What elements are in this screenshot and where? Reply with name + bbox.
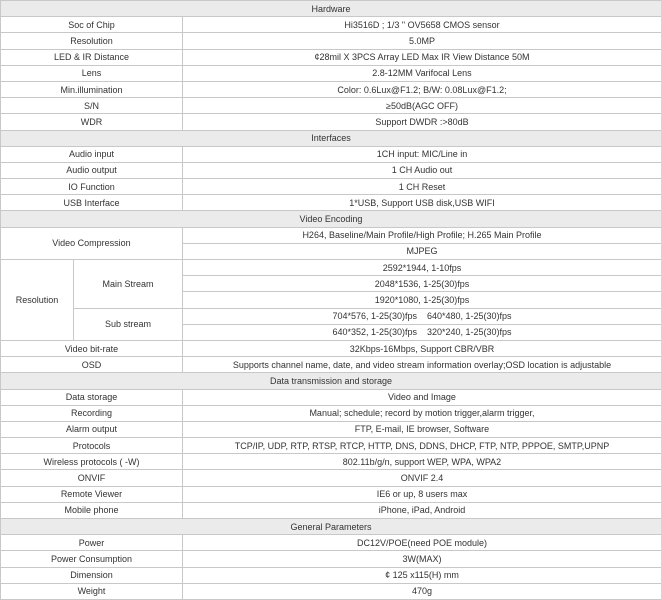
spec-value-part: 320*240, 1-25(30)fps [427,327,512,338]
spec-value: Color: 0.6Lux@F1.2; B/W: 0.08Lux@F1.2; [183,81,661,97]
spec-value [183,324,661,340]
spec-row [1,438,661,454]
section-title: General Parameters [1,519,661,535]
spec-label: OSD [1,357,183,373]
spec-row [1,502,661,518]
spec-row [1,81,661,97]
spec-value-part: 704*576, 1-25(30)fps [332,311,417,322]
spec-value: IE6 or up, 8 users max [183,486,661,502]
spec-label: Resolution [1,260,74,341]
spec-label: Wireless protocols ( -W) [1,454,183,470]
spec-row [1,583,661,599]
spec-row [1,114,661,130]
section-row-video-encoding [1,211,661,227]
spec-row [1,389,661,405]
spec-row [1,17,661,33]
spec-value: TCP/IP, UDP, RTP, RTSP, RTCP, HTTP, DNS, DDNS, DHCP, FTP, NTP, PPPOE, SMTP,UPNP [183,438,661,454]
spec-label: Soc of Chip [1,17,183,33]
spec-row [1,227,661,243]
section-title: Hardware [1,1,661,17]
spec-label: USB Interface [1,195,183,211]
spec-value: ¢ 125 x115(H) mm [183,567,661,583]
spec-label: Resolution [1,33,183,49]
spec-row [1,357,661,373]
spec-row [1,535,661,551]
spec-value: H264, Baseline/Main Profile/High Profile; H.265 Main Profile [183,227,661,243]
spec-value: 32Kbps-16Mbps, Support CBR/VBR [183,340,661,356]
spec-value: 1CH input: MIC/Line in [183,146,661,162]
spec-value: Manual; schedule; record by motion trigger,alarm trigger, [183,405,661,421]
spec-row [1,65,661,81]
spec-value: 1 CH Reset [183,179,661,195]
spec-label: WDR [1,114,183,130]
spec-label: Remote Viewer [1,486,183,502]
section-row-interfaces [1,130,661,146]
spec-label: IO Function [1,179,183,195]
spec-row [1,486,661,502]
spec-row [1,405,661,421]
spec-label: Data storage [1,389,183,405]
spec-label: Dimension [1,567,183,583]
spec-value: Supports channel name, date, and video stream information overlay;OSD location is adjustable [183,357,661,373]
section-row-data-transmission [1,373,661,389]
spec-value: ¢28mil X 3PCS Array LED Max IR View Distance 50M [183,49,661,65]
spec-value: Hi3516D ; 1/3 " OV5658 CMOS sensor [183,17,661,33]
spec-value: Support DWDR :>80dB [183,114,661,130]
spec-label: S/N [1,98,183,114]
spec-row [1,308,661,324]
section-row-general [1,519,661,535]
spec-value: FTP, E-mail, IE browser, Software [183,421,661,437]
spec-label: Protocols [1,438,183,454]
spec-value: 802.11b/g/n, support WEP, WPA, WPA2 [183,454,661,470]
spec-value: 2048*1536, 1-25(30)fps [183,276,661,292]
spec-label: Alarm output [1,421,183,437]
spec-row [1,421,661,437]
spec-value: 2.8-12MM Varifocal Lens [183,65,661,81]
spec-value: iPhone, iPad, Android [183,502,661,518]
spec-value: 2592*1944, 1-10fps [183,260,661,276]
spec-label: Audio input [1,146,183,162]
spec-value: DC12V/POE(need POE module) [183,535,661,551]
spec-label: Video Compression [1,227,183,259]
spec-sublabel: Main Stream [74,260,183,309]
spec-row [1,146,661,162]
spec-row [1,340,661,356]
spec-label: Lens [1,65,183,81]
spec-row [1,454,661,470]
spec-value: ONVIF 2.4 [183,470,661,486]
spec-value: 1 CH Audio out [183,162,661,178]
spec-label: ONVIF [1,470,183,486]
spec-value [183,308,661,324]
spec-value: 5.0MP [183,33,661,49]
spec-label: Weight [1,583,183,599]
spec-label: Recording [1,405,183,421]
spec-row [1,260,661,276]
spec-row [1,33,661,49]
spec-value: 3W(MAX) [183,551,661,567]
spec-value: Video and Image [183,389,661,405]
spec-label: Power Consumption [1,551,183,567]
spec-value: 1*USB, Support USB disk,USB WIFI [183,195,661,211]
spec-row [1,567,661,583]
spec-row [1,551,661,567]
spec-value-part: 640*352, 1-25(30)fps [332,327,417,338]
spec-row [1,470,661,486]
section-row-hardware [1,1,661,17]
spec-label: Power [1,535,183,551]
spec-value-part: 640*480, 1-25(30)fps [427,311,512,322]
spec-label: LED & IR Distance [1,49,183,65]
spec-sublabel: Sub stream [74,308,183,340]
spec-label: Video bit-rate [1,340,183,356]
spec-row [1,49,661,65]
spec-row [1,98,661,114]
spec-value: 470g [183,583,661,599]
spec-row [1,179,661,195]
spec-value: 1920*1080, 1-25(30)fps [183,292,661,308]
section-title: Data transmission and storage [1,373,661,389]
section-title: Video Encoding [1,211,661,227]
spec-label: Min.illumination [1,81,183,97]
spec-row [1,195,661,211]
spec-row [1,162,661,178]
spec-label: Audio output [1,162,183,178]
section-title: Interfaces [1,130,661,146]
spec-value: MJPEG [183,243,661,259]
spec-value: ≥50dB(AGC OFF) [183,98,661,114]
spec-label: Mobile phone [1,502,183,518]
